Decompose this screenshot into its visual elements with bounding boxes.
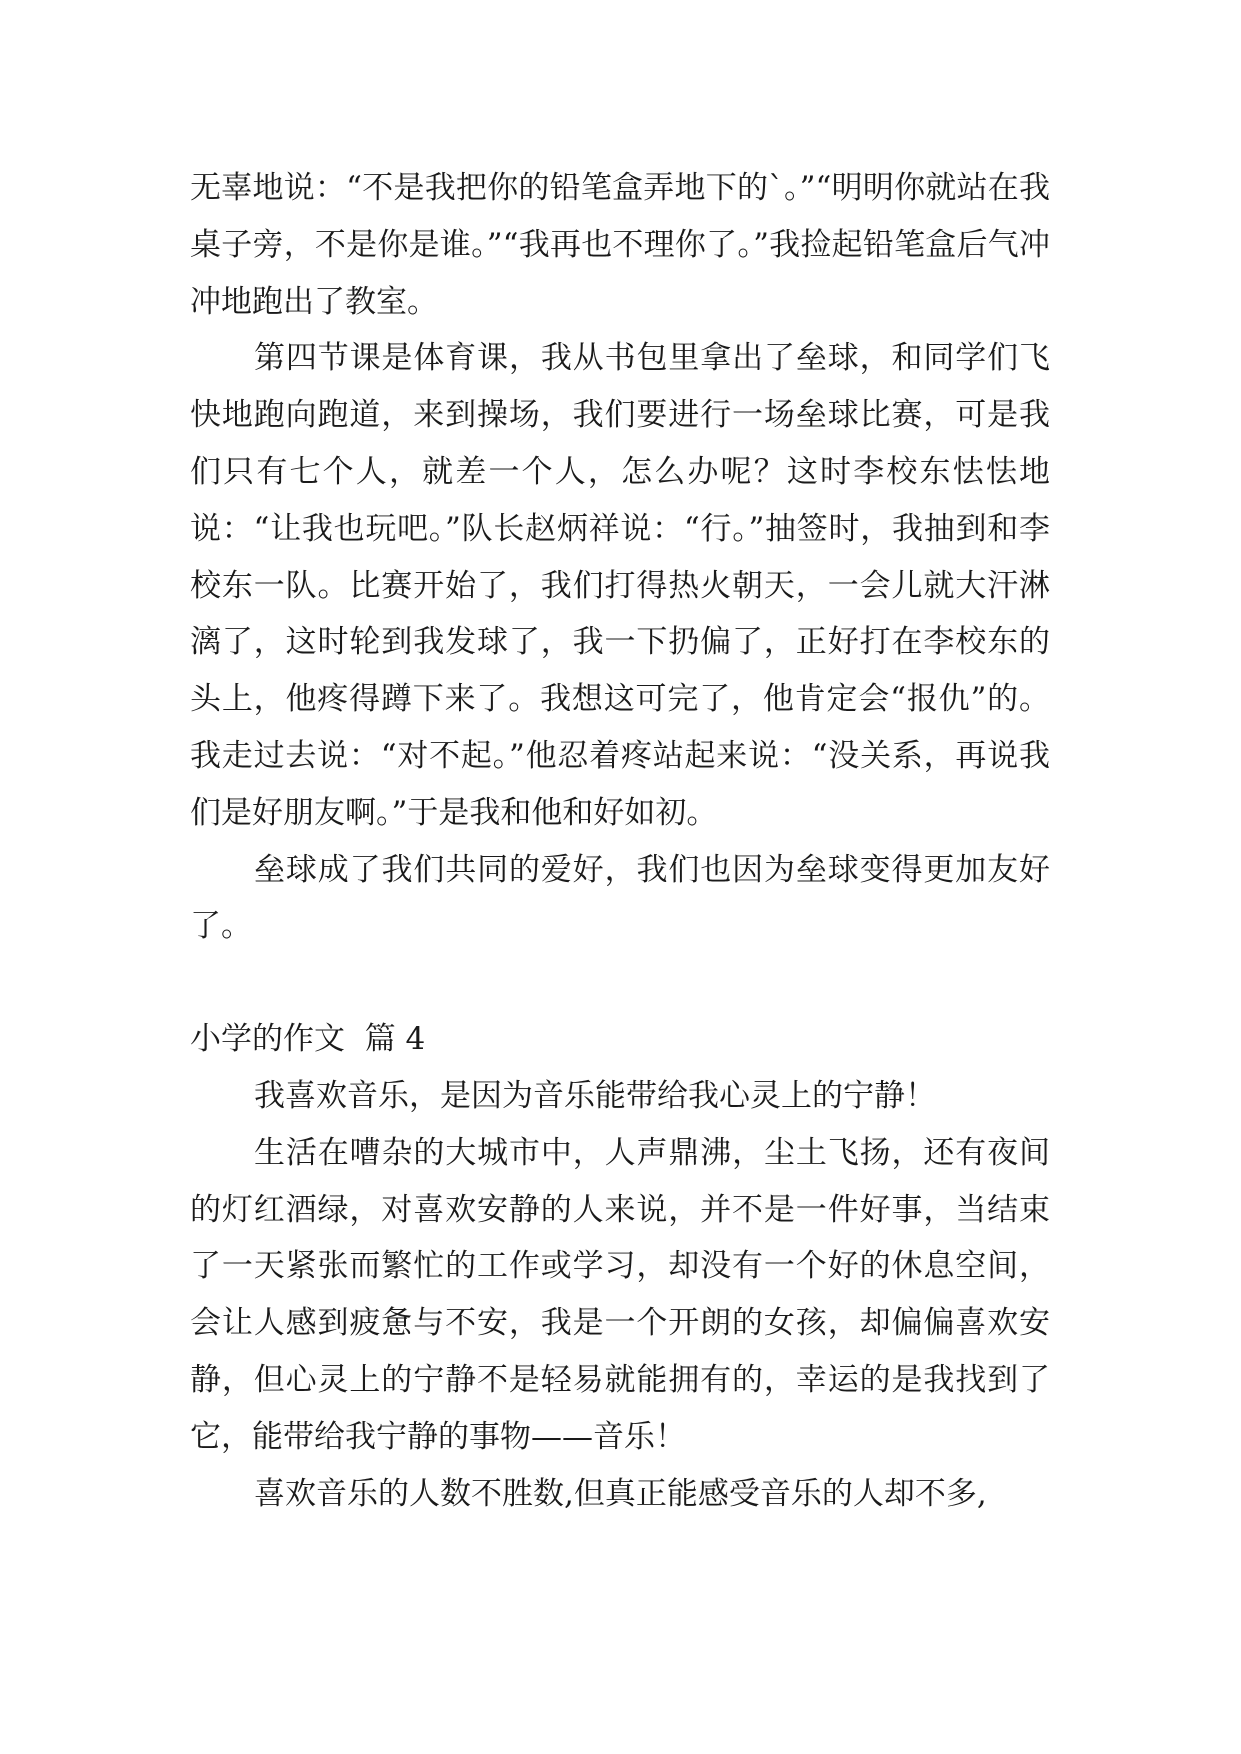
paragraph-music-listeners: 喜欢音乐的人数不胜数,但真正能感受音乐的人却不多, (254, 1475, 987, 1512)
paragraph-softball-conclusion: 垒球成了我们共同的爱好，我们也因为垒球变得更加友好了。 (190, 851, 1050, 945)
paragraph-softball-game: 第四节课是体育课，我从书包里拿出了垒球，和同学们飞快地跑向跑道，来到操场，我们要进行一场垒球比赛，可是我们只有七个人，就差一个人，怎么办呢？这时李校东怯怯地说：“让我也玩吧。”队长赵炳祥说：“行。”抽签时，我抽到和李校东一队。比赛开始了，我们打得热火朝天，一会儿就大汗淋漓了，这时轮到我发球了，我一下扔偏了，正好打在李校东的头上，他疼得蹲下来了。我想这可完了，他肯定会“报仇”的。我走过去说：“对不起。”他忍着疼站起来说：“没关系，再说我们是好朋友啊。”于是我和他和好如初。 (190, 340, 1050, 831)
section-spacer (190, 955, 1050, 1011)
section-title: 小学的作文 篇 4 (190, 1021, 426, 1058)
paragraph-city-life: 生活在嘈杂的大城市中，人声鼎沸，尘土飞扬，还有夜间的灯红酒绿，对喜欢安静的人来说，并不是一件好事，当结束了一天紧张而繁忙的工作或学习，却没有一个好的休息空间，会让人感到疲惫与不安，我是一个开朗的女孩，却偏偏喜欢安静，但心灵上的宁静不是轻易就能拥有的，幸运的是我找到了它，能带给我宁静的事物——音乐！ (190, 1134, 1050, 1455)
paragraph-music-intro: 我喜欢音乐，是因为音乐能带给我心灵上的宁静！ (254, 1077, 936, 1114)
document-body (190, 160, 1050, 1522)
paragraph-continuation: 无辜地说：“不是我把你的铅笔盒弄地下的`。”“明明你就站在我桌子旁，不是你是谁。”“我再也不理你了。”我捡起铅笔盒后气冲冲地跑出了教室。 (190, 170, 1050, 320)
